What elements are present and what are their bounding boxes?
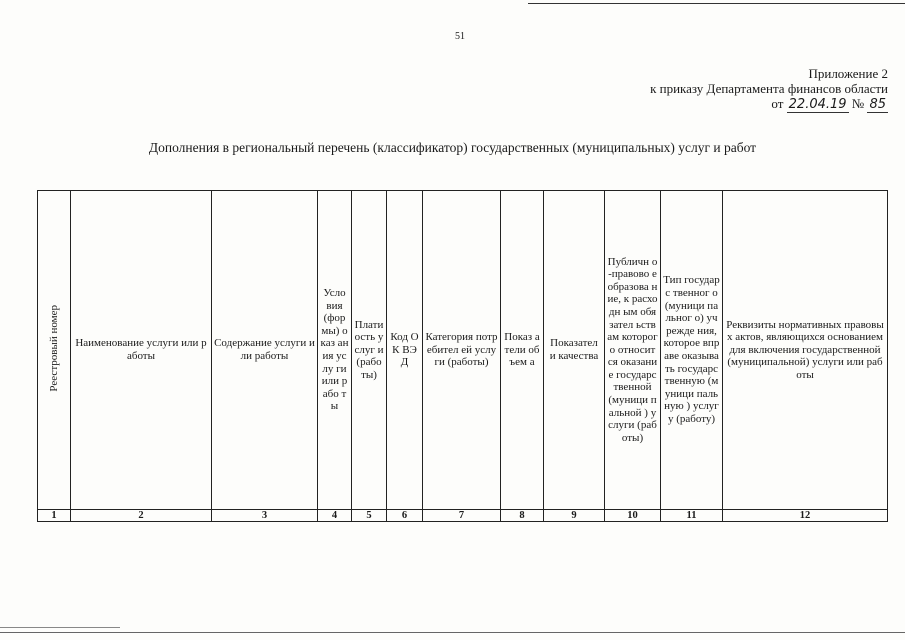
order-number: 85: [869, 97, 886, 112]
header-cell: Усло вия (фор мы) оказ ания услу ги или рабо ты: [318, 191, 352, 510]
scan-edge-line: [0, 627, 120, 628]
document-title: Дополнения в региональный перечень (классификатор) государственных (муниципальных) услуг и работ: [148, 140, 757, 155]
appendix-line-1: Приложение 2: [808, 66, 888, 81]
header-cell: [38, 191, 71, 510]
column-number: 10: [605, 510, 661, 522]
column-number: 2: [71, 510, 212, 522]
column-number: 12: [723, 510, 888, 522]
header-cell: Наименование услуги или работы: [71, 191, 212, 510]
appendix-line-2: к приказу Департамента финансов области: [650, 81, 888, 96]
register-table: [37, 190, 888, 522]
order-date: 22.04.19: [788, 97, 847, 112]
header-cell: Показ атели объем а: [501, 191, 544, 510]
column-number: 7: [423, 510, 501, 522]
header-cell: Публичн о-правово е образова ние, к расходн ым обязател ьствам которог о относит ся оказание государс твенной (муници пальной ) услуги (работы): [605, 191, 661, 510]
table-header-row: [38, 191, 888, 510]
column-number: 1: [38, 510, 71, 522]
top-edge-rule: [528, 3, 905, 4]
page-number: 51: [455, 31, 465, 42]
appendix-heading: [650, 66, 888, 96]
order-number-label: №: [851, 96, 865, 111]
header-registry-number: Реестровый номер: [47, 304, 60, 392]
header-cell: Тип государс твенног о (муници пальног о) учрежде ния, которое вправе оказыва ть государс твенную (муници пальную ) услугу (работу): [661, 191, 723, 510]
bottom-edge-rule: [0, 632, 905, 633]
order-prefix: от: [771, 96, 784, 111]
header-cell: Показател и качества: [544, 191, 605, 510]
header-cell: Категория потребител ей услуги (работы): [423, 191, 501, 510]
column-number: 4: [318, 510, 352, 522]
order-reference: [771, 96, 888, 113]
column-number: 11: [661, 510, 723, 522]
column-number: 8: [501, 510, 544, 522]
column-number: 9: [544, 510, 605, 522]
header-cell: Плати ость услуг и (рабо ты): [352, 191, 387, 510]
column-number: 6: [387, 510, 423, 522]
header-cell: Содержание услуги или работы: [212, 191, 318, 510]
header-cell: Код ОК ВЭД: [387, 191, 423, 510]
column-number: 5: [352, 510, 387, 522]
column-number-row: [38, 510, 888, 522]
header-cell: Реквизиты нормативных правовых актов, являющихся основанием для включения государственной (муниципальной) услуги или работы: [723, 191, 888, 510]
column-number: 3: [212, 510, 318, 522]
